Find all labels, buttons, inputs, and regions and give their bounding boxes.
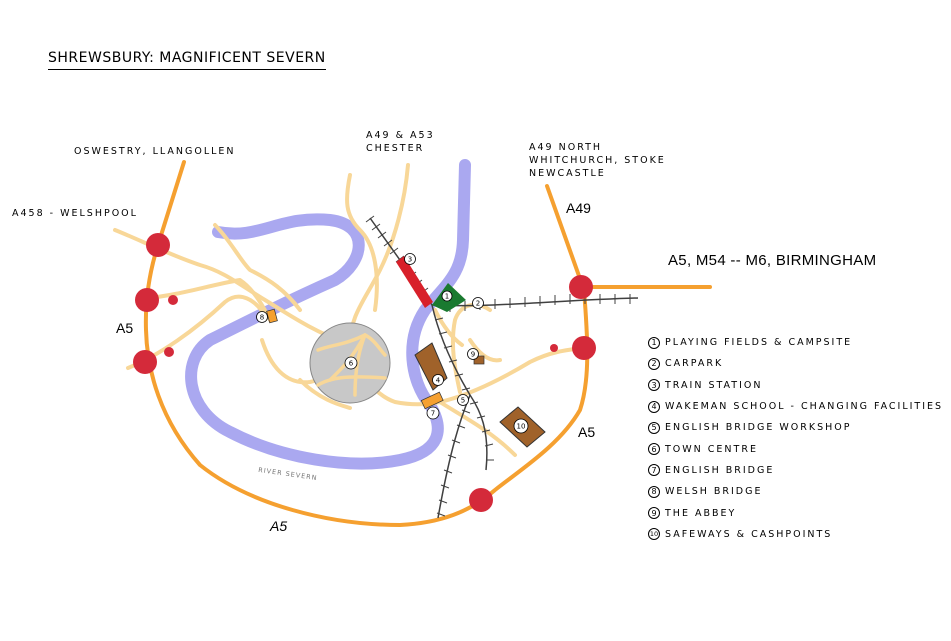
- legend-number: 2: [648, 358, 660, 370]
- legend-item: [648, 375, 943, 396]
- mini-roundabout-3: [550, 344, 558, 352]
- label-a49: A49: [566, 200, 591, 216]
- marker-2-label: 2: [475, 299, 481, 308]
- label-a5-west: A5: [116, 320, 134, 336]
- map-markers: [257, 254, 529, 434]
- marker-5-label: 5: [460, 396, 466, 405]
- marker-1-label: 1: [444, 292, 450, 301]
- legend-number: 1: [648, 337, 660, 349]
- marker-8-label: 8: [259, 313, 265, 322]
- train-station-building: [396, 256, 433, 308]
- legend-item: [648, 481, 943, 502]
- label-oswestry: OSWESTRY, LLANGOLLEN: [74, 146, 236, 157]
- legend-label: TRAIN STATION: [665, 379, 763, 391]
- legend-item: [648, 353, 943, 374]
- marker-7-label: 7: [430, 409, 436, 418]
- label-a5-east: A5: [578, 424, 596, 440]
- label-river-severn: RIVER SEVERN: [257, 465, 319, 483]
- label-newcastle: NEWCASTLE: [529, 168, 606, 179]
- roundabout-welshpool: [146, 233, 170, 257]
- river-severn: [191, 165, 465, 464]
- legend-item: [648, 502, 943, 523]
- roundabout-a49: [569, 275, 593, 299]
- legend-number: 4: [648, 401, 660, 413]
- legend-item: [648, 460, 943, 481]
- marker-6-label: 6: [348, 359, 354, 368]
- label-birmingham: A5, M54 -- M6, BIRMINGHAM: [668, 252, 877, 269]
- marker-9-label: 9: [470, 350, 476, 359]
- legend: [648, 332, 943, 545]
- roundabout-south: [469, 488, 493, 512]
- legend-number: 5: [648, 422, 660, 434]
- legend-label: TOWN CENTRE: [665, 443, 758, 455]
- marker-3-label: 3: [407, 255, 413, 264]
- label-whitchurch: WHITCHURCH, STOKE: [529, 155, 666, 166]
- legend-item: [648, 417, 943, 438]
- legend-label: ENGLISH BRIDGE: [665, 464, 775, 476]
- mini-roundabout-1: [168, 295, 178, 305]
- legend-label: PLAYING FIELDS & CAMPSITE: [665, 337, 853, 349]
- label-a5-south: A5: [270, 518, 288, 534]
- label-north-road: A49 NORTH: [529, 142, 603, 153]
- legend-number: 3: [648, 379, 660, 391]
- legend-item: [648, 438, 943, 459]
- legend-item: [648, 524, 943, 545]
- legend-item: [648, 332, 943, 353]
- marker-10-label: 10: [516, 422, 526, 431]
- legend-label: ENGLISH BRIDGE WORKSHOP: [665, 422, 852, 434]
- legend-number: 6: [648, 443, 660, 455]
- legend-number: 8: [648, 486, 660, 498]
- roundabout-east: [572, 336, 596, 360]
- legend-label: WELSH BRIDGE: [665, 486, 763, 498]
- map-title: SHREWSBURY: MAGNIFICENT SEVERN: [48, 50, 326, 70]
- label-chester: CHESTER: [366, 143, 425, 154]
- legend-number: 10: [649, 530, 659, 539]
- legend-item: [648, 396, 943, 417]
- legend-number: 9: [648, 507, 660, 519]
- legend-label: THE ABBEY: [665, 507, 737, 519]
- legend-label: SAFEWAYS & CASHPOINTS: [665, 528, 833, 540]
- legend-label: CARPARK: [665, 358, 724, 370]
- roundabout-west: [135, 288, 159, 312]
- label-welshpool: A458 - WELSHPOOL: [12, 208, 138, 219]
- mini-roundabout-2: [164, 347, 174, 357]
- legend-label: WAKEMAN SCHOOL - CHANGING FACILITIES: [665, 401, 944, 413]
- label-chester-road: A49 & A53: [366, 130, 435, 141]
- marker-4-label: 4: [435, 376, 441, 385]
- legend-number: 7: [648, 464, 660, 476]
- roundabout-southwest: [133, 350, 157, 374]
- ring-road: [146, 162, 710, 525]
